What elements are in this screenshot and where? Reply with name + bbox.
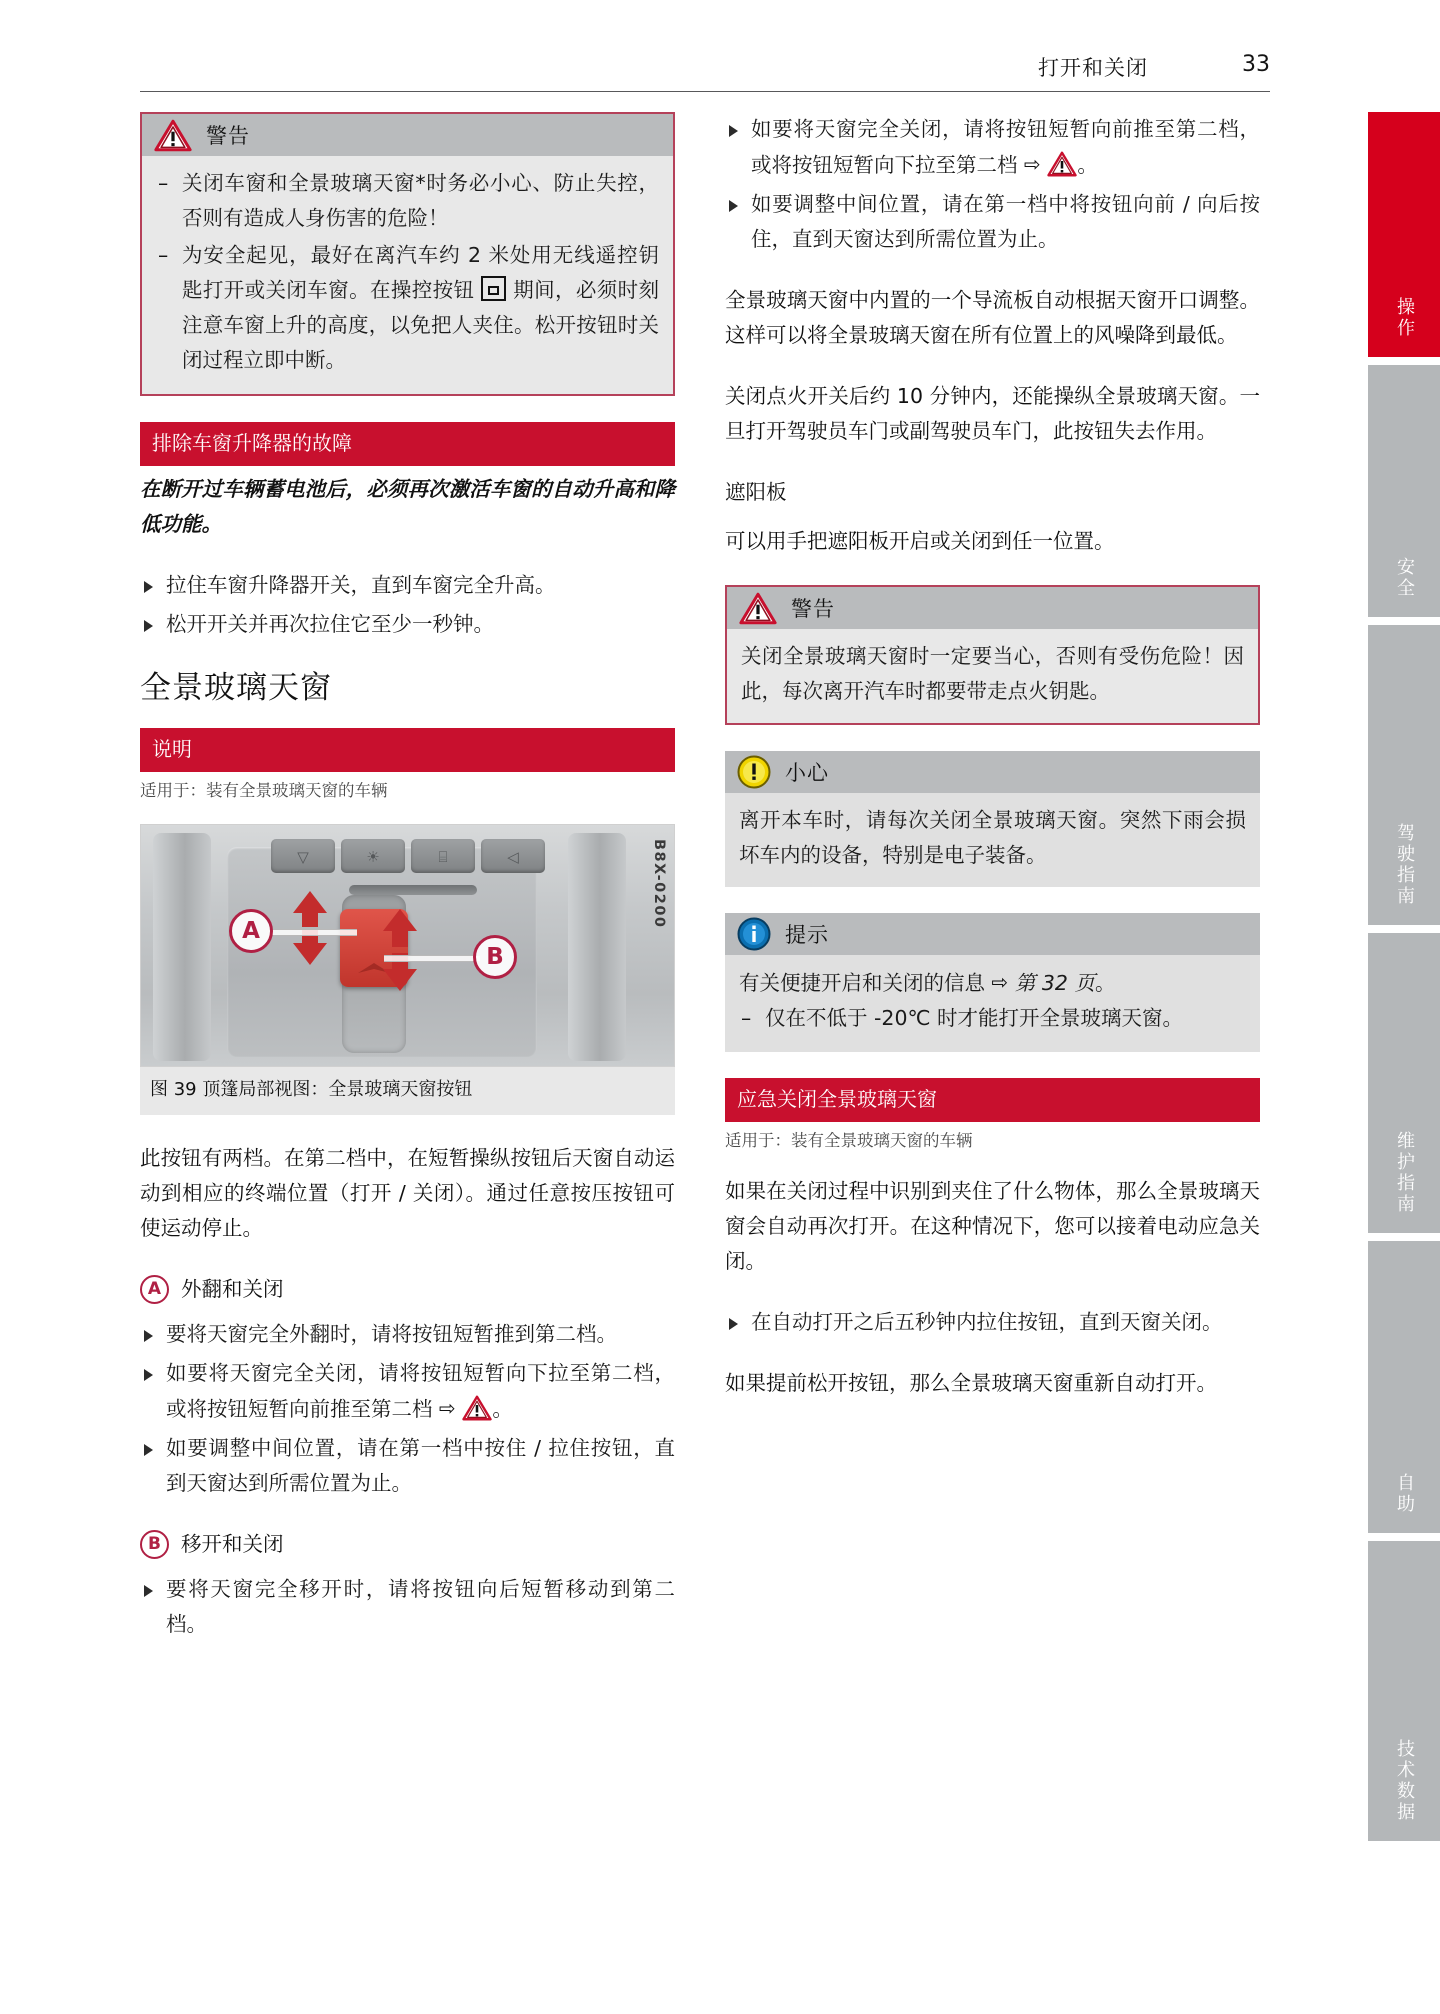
console-switch-3: [411, 839, 475, 873]
console-slot: [349, 885, 477, 895]
warning-box-label: 警告: [206, 124, 250, 148]
arrow-up-b-stem: [392, 929, 408, 947]
cross-reference-arrow-icon: ⇨: [991, 970, 1009, 994]
tab-label: 自助: [1394, 1473, 1415, 1515]
note-reference-prefix: 有关便捷开启和关闭的信息: [739, 971, 985, 995]
list-item: 在自动打开之后五秒钟内拉住按钮，直到天窗关闭。: [725, 1305, 1260, 1340]
tab-operation[interactable]: [1368, 112, 1440, 357]
warning-box-sunroof: [725, 585, 1260, 725]
warning-dash-list: [156, 166, 659, 378]
window-button-icon: [481, 276, 506, 301]
tab-self-help[interactable]: [1368, 1241, 1440, 1533]
page-number: 33: [1242, 52, 1270, 77]
subsection-a-title: 外翻和关闭: [181, 1277, 284, 1301]
tab-label: 维护指南: [1394, 1131, 1415, 1215]
switch-glyph-3: ⌸: [438, 848, 448, 866]
callout-a: A: [229, 909, 273, 953]
arrow-down-a-icon: [293, 943, 327, 965]
warning-box-body: 关闭全景玻璃天窗时一定要当心，否则有受伤危险！因此，每次离开汽车时都要带走点火钥匙。: [727, 629, 1258, 723]
note-reference-target: 第 32 页: [1014, 971, 1095, 995]
list-item: 要将天窗完全外翻时，请将按钮短暂推到第二档。: [140, 1317, 675, 1352]
caution-exclamation-icon: [737, 755, 771, 789]
bullet-suffix: 。: [1077, 153, 1098, 177]
bullet-suffix: 。: [492, 1397, 513, 1421]
note-dash-list: [739, 1001, 1246, 1036]
emergency-bullet-list: [725, 1305, 1260, 1340]
list-item: [156, 238, 659, 378]
warning-box-windows: [140, 112, 675, 396]
warning-triangle-icon: [154, 119, 192, 152]
list-item: 拉住车窗升降器开关，直到车窗完全升高。: [140, 568, 675, 603]
warning-box-body: [142, 156, 673, 394]
tab-maintenance[interactable]: [1368, 933, 1440, 1233]
marker-b-icon: B: [140, 1530, 169, 1559]
tab-label: 技术数据: [1394, 1739, 1415, 1823]
warning-triangle-inline-icon: [462, 1395, 492, 1421]
warning-triangle-icon: [739, 592, 777, 625]
subheading-sunshade: 遮阳板: [725, 480, 787, 504]
bullet-text: 如要将天窗完全关闭，请将按钮短暂向下拉至第二档，或将按钮短暂向前推至第二档: [166, 1361, 675, 1421]
subsection-b-title: 移开和关闭: [181, 1532, 284, 1556]
subsection-b-bullet-list: [140, 1572, 675, 1642]
callout-b: B: [473, 935, 517, 979]
list-item: [140, 1356, 675, 1427]
warning-box-label: 警告: [791, 597, 835, 621]
caution-box-label: 小心: [785, 761, 829, 785]
arrow-up-a-stem: [302, 911, 318, 927]
list-item: – 关闭车窗和全景玻璃天窗*时务必小心、防止失控，否则有造成人身伤害的危险！: [156, 166, 659, 236]
emergency-intro-text: 如果在关闭过程中识别到夹住了什么物体，那么全景玻璃天窗会自动再次打开。在这种情况下，您可以接着电动应急关闭。: [725, 1179, 1260, 1273]
tab-technical-data[interactable]: [1368, 1541, 1440, 1841]
tab-label: 操作: [1394, 297, 1415, 339]
paragraph-deflector: 全景玻璃天窗中内置的一个导流板自动根据天窗开口调整。这样可以将全景玻璃天窗在所有位置上的风噪降到最低。: [725, 288, 1260, 347]
arrow-down-b-icon: [383, 969, 417, 991]
section-title-sunroof: 全景玻璃天窗: [140, 670, 332, 706]
fault-intro-text: 在断开过车辆蓄电池后，必须再次激活车窗的自动升高和降低功能。: [140, 477, 675, 536]
figure-39: [140, 824, 675, 1115]
tab-label: 驾驶指南: [1394, 823, 1415, 907]
emergency-outro-text: 如果提前松开按钮，那么全景玻璃天窗重新自动打开。: [725, 1371, 1217, 1395]
note-reference-line: [739, 965, 1246, 1001]
tab-label: 安全: [1394, 557, 1415, 599]
warning-item-part1: 为安全起见，最好在离汽车约 2 米处用无线遥控钥匙打开或关闭车窗。在操控按钮: [182, 243, 659, 302]
fault-bullet-list: [140, 568, 675, 642]
left-column: [140, 112, 675, 1668]
subsection-b-heading: [140, 1527, 675, 1562]
list-item: [725, 112, 1260, 183]
applies-to-text: 适用于：装有全景玻璃天窗的车辆: [140, 781, 388, 800]
note-box-label: 提示: [785, 923, 829, 947]
page-title: 打开和关闭: [1038, 56, 1148, 80]
info-icon: [737, 917, 771, 951]
warning-triangle-inline-icon: [1047, 151, 1077, 177]
note-reference-suffix: 。: [1094, 971, 1116, 995]
arrow-up-a-icon: [293, 891, 327, 913]
console-switch-1: [271, 839, 335, 873]
bullet-text: 如要将天窗完全关闭，请将按钮短暂向前推至第二档，或将按钮短暂向下拉至第二档: [751, 117, 1260, 177]
caution-box-header: [725, 751, 1260, 793]
figure-code: B8X-0200: [651, 839, 667, 929]
paragraph-sunshade: 可以用手把遮阳板开启或关闭到任一位置。: [725, 529, 1115, 553]
section-heading-description: 说明: [140, 728, 675, 772]
page-header: [140, 52, 1270, 98]
list-item: – 仅在不低于 -20℃ 时才能打开全景玻璃天窗。: [739, 1001, 1246, 1036]
paragraph-ignition-timeout: 关闭点火开关后约 10 分钟内，还能操纵全景玻璃天窗。一旦打开驾驶员车门或副驾驶员车门，此按钮失去作用。: [725, 384, 1260, 443]
subsection-a-bullet-list: [140, 1317, 675, 1501]
cross-reference-arrow-icon: ⇨: [1024, 152, 1041, 176]
callout-a-leader: [269, 929, 357, 936]
applies-to-text: 适用于：装有全景玻璃天窗的车辆: [725, 1131, 973, 1150]
note-box-header: [725, 913, 1260, 955]
header-divider: [140, 91, 1270, 92]
section-heading-fault: 排除车窗升降器的故障: [140, 422, 675, 466]
switch-glyph-1: ▽: [297, 848, 309, 866]
note-box: [725, 913, 1260, 1052]
subsection-a-heading: [140, 1272, 675, 1307]
switch-glyph-2: ☀: [366, 848, 380, 866]
figure-image-headliner: [140, 824, 675, 1067]
warning-item-part2: 期间，必须时刻注意车窗上升的高度，以免把人夹住。松开按钮时关闭过程立即中断。: [182, 278, 659, 372]
tab-driving-guide[interactable]: [1368, 625, 1440, 925]
cross-reference-arrow-icon: ⇨: [439, 1396, 456, 1420]
list-item: 松开开关并再次拉住它至少一秒钟。: [140, 607, 675, 642]
note-box-body: [725, 955, 1260, 1052]
console-switch-2: [341, 839, 405, 873]
section-heading-emergency: 应急关闭全景玻璃天窗: [725, 1078, 1260, 1122]
section-tab-rail: [1368, 112, 1440, 1849]
right-column: [725, 112, 1260, 1427]
marker-a-icon: A: [140, 1275, 169, 1304]
warning-box-header: [142, 114, 673, 156]
figure-caption: 图 39 顶篷局部视图：全景玻璃天窗按钮: [140, 1067, 675, 1115]
headliner-rail-left: [153, 833, 211, 1061]
tab-safety[interactable]: [1368, 365, 1440, 617]
warning-box-header: [727, 587, 1258, 629]
continued-bullet-list: [725, 112, 1260, 257]
caution-box: [725, 751, 1260, 887]
sunroof-intro-text: 此按钮有两档。在第二档中，在短暂操纵按钮后天窗自动运动到相应的终端位置（打开 / 关闭）。通过任意按压按钮可使运动停止。: [140, 1146, 675, 1240]
list-item: 如要调整中间位置，请在第一档中按住 / 拉住按钮，直到天窗达到所需位置为止。: [140, 1431, 675, 1501]
arrow-up-b-icon: [383, 909, 417, 931]
switch-glyph-4: ◁: [507, 848, 519, 866]
console-switch-4: [481, 839, 545, 873]
headliner-rail-right: [568, 833, 626, 1061]
list-item: 如要调整中间位置，请在第一档中将按钮向前 / 向后按住，直到天窗达到所需位置为止。: [725, 187, 1260, 257]
list-item: 要将天窗完全移开时，请将按钮向后短暂移动到第二档。: [140, 1572, 675, 1642]
caution-box-body: 离开本车时，请每次关闭全景玻璃天窗。突然下雨会损坏车内的设备，特别是电子装备。: [725, 793, 1260, 887]
callout-b-leader: [384, 955, 480, 962]
